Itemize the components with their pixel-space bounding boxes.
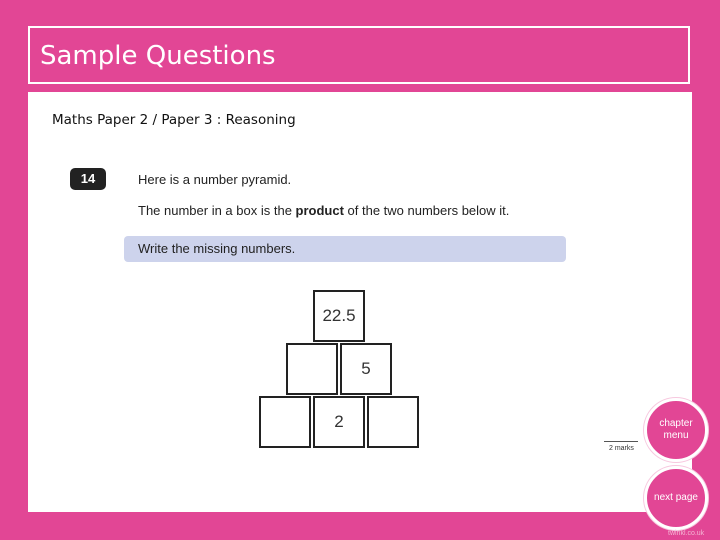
question-line-1: Here is a number pyramid. [138, 172, 292, 187]
pyramid-bottom-left-box[interactable] [259, 396, 311, 448]
slide-subtitle: Maths Paper 2 / Paper 3 : Reasoning [52, 112, 296, 128]
question-line-2 [138, 203, 509, 218]
pyramid-middle-right-box: 5 [340, 343, 392, 395]
pyramid-bottom-middle-box: 2 [313, 396, 365, 448]
chapter-menu-button[interactable] [644, 398, 708, 462]
question-line-2-keyword: product [295, 203, 344, 218]
title-bar [28, 26, 690, 84]
pyramid-top-box: 22.5 [313, 290, 365, 342]
watermark: twinkl.co.uk [668, 530, 705, 537]
marks-divider [604, 441, 638, 442]
question-number-badge: 14 [70, 168, 106, 190]
next-page-label: next page [654, 492, 698, 503]
instruction-highlight: Write the missing numbers. [124, 236, 566, 262]
next-page-button[interactable] [644, 466, 708, 530]
pyramid-middle-left-box[interactable] [286, 343, 338, 395]
question-line-2-start: The number in a box is the [138, 203, 296, 218]
content-panel [28, 92, 692, 512]
slide-title: Sample Questions [40, 41, 276, 71]
question-line-2-end: of the two numbers below it. [343, 203, 510, 218]
pyramid-bottom-right-box[interactable] [367, 396, 419, 448]
chapter-menu-label: chapter menu [659, 418, 693, 441]
marks-label: 2 marks [609, 445, 634, 452]
